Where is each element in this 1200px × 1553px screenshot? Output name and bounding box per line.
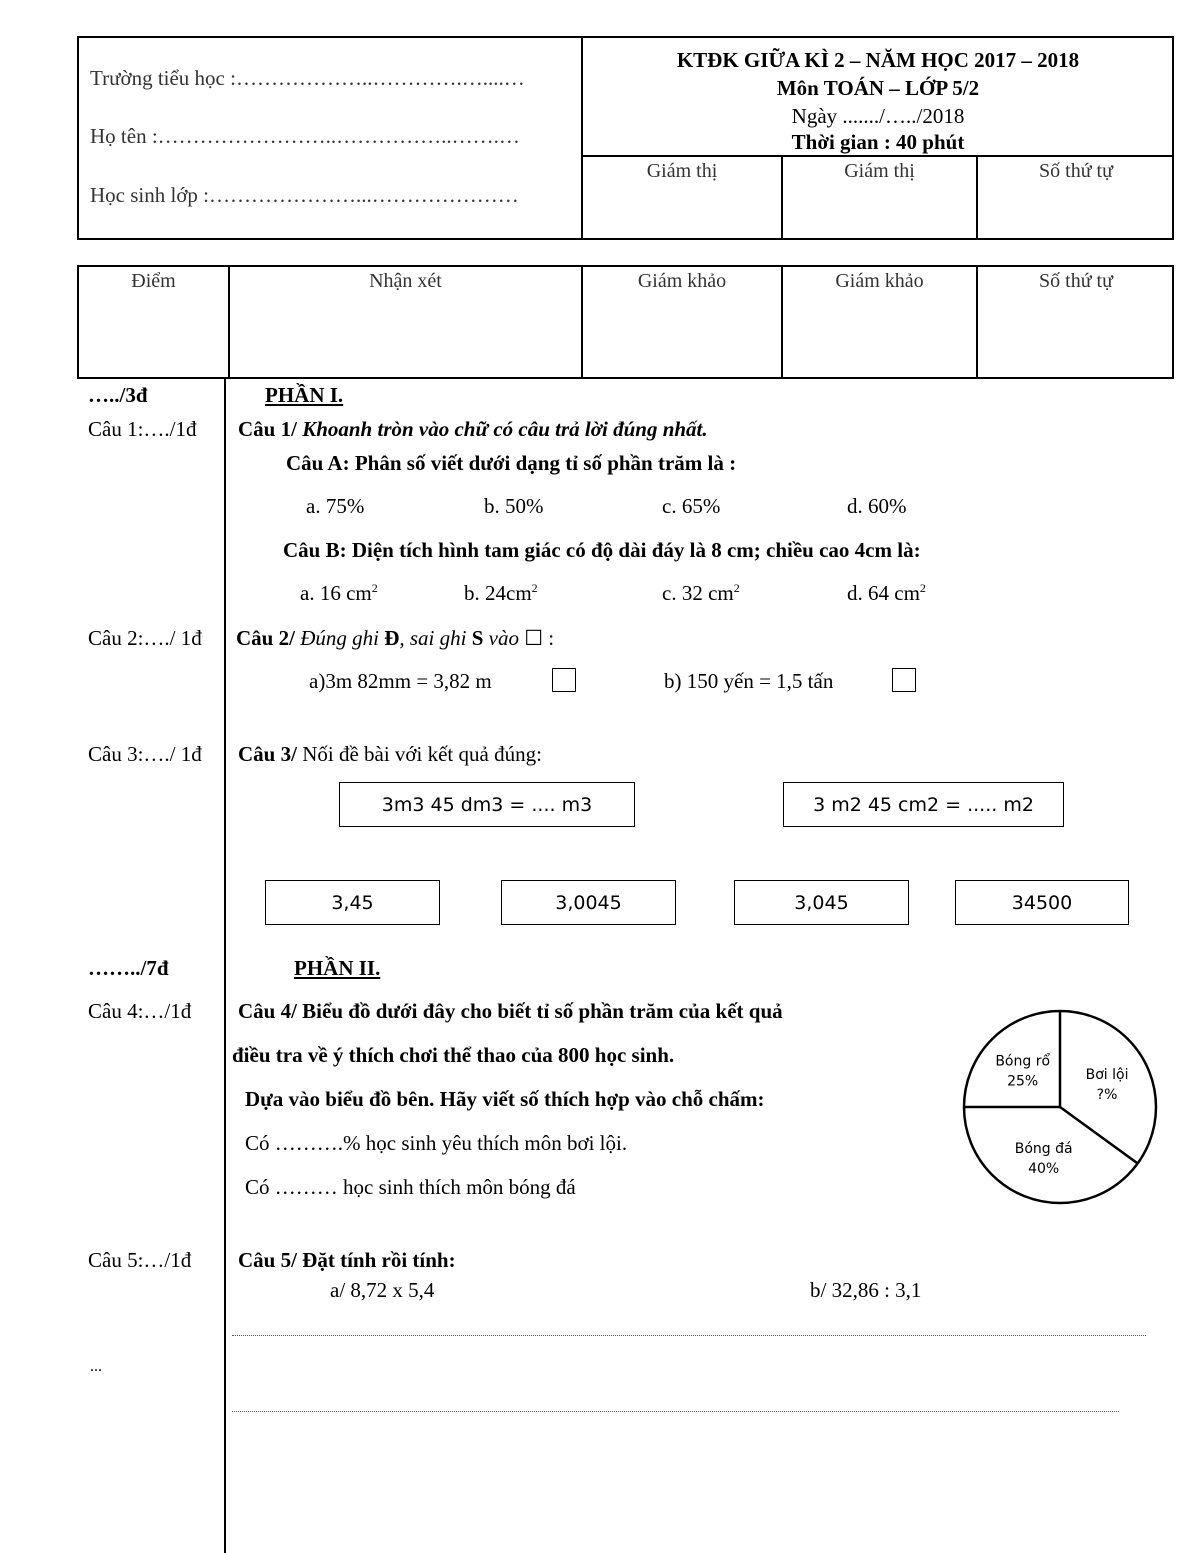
- q3-prompt-right[interactable]: 3 m2 45 cm2 = ..... m2: [783, 782, 1064, 827]
- exam-title: KTĐK GIỮA KÌ 2 – NĂM HỌC 2017 – 2018: [676, 48, 1080, 72]
- margin-dots: ...: [90, 1358, 102, 1375]
- q2-prefix: Câu 2/: [236, 626, 295, 650]
- qb-option-c-value: c. 32 cm: [662, 581, 734, 605]
- q3-margin-score: Câu 3:…./ 1đ: [88, 742, 202, 766]
- q4-line-5[interactable]: Có ……… học sinh thích môn bóng đá: [245, 1175, 576, 1199]
- pie-slice-percent: 25%: [1007, 1073, 1039, 1090]
- q3-prompt-left[interactable]: 3m3 45 dm3 = .... m3: [339, 782, 635, 827]
- q4-margin-score: Câu 4:…/1đ: [88, 999, 192, 1023]
- q2-title: [236, 626, 554, 651]
- q3-answer-1[interactable]: 3,45: [265, 880, 440, 925]
- q3-text: Nối đề bài với kết quả đúng:: [302, 742, 542, 766]
- examiner-2-label: Giám khảo: [835, 270, 924, 292]
- q2-d-letter: Đ: [384, 626, 400, 650]
- exam-subject: Môn TOÁN – LỚP 5/2: [776, 76, 980, 100]
- qb-option-b-exp: 2: [531, 581, 538, 595]
- part1-heading: PHẦN I.: [265, 383, 344, 407]
- proctor-1-label: Giám thị: [646, 160, 718, 182]
- q5-problem-b: b/ 32,86 : 3,1: [810, 1278, 922, 1302]
- pie-slice-percent: ?%: [1096, 1087, 1118, 1104]
- qb-option-a-value: a. 16 cm: [300, 581, 372, 605]
- q2-statement-a: a)3m 82mm = 3,82 m: [309, 669, 492, 693]
- q2-answer-box-a[interactable]: [552, 668, 576, 692]
- q3-answer-3[interactable]: 3,045: [734, 880, 909, 925]
- margin-rule: [224, 379, 226, 1553]
- part2-score: ……../7đ: [88, 956, 169, 980]
- qb-option-b[interactable]: [464, 581, 538, 606]
- pie-slice-label: Bóng đá: [1014, 1141, 1073, 1158]
- q3-prefix: Câu 3/: [238, 742, 297, 766]
- q2-margin-score: Câu 2:…./ 1đ: [88, 626, 202, 650]
- header-row-divider: [581, 155, 1174, 157]
- qa-option-a[interactable]: a. 75%: [306, 494, 365, 518]
- q5-margin-score: Câu 5:…/1đ: [88, 1248, 192, 1272]
- pie-slice-label: Bơi lội: [1085, 1067, 1129, 1084]
- q1-margin-score: Câu 1:…./1đ: [88, 417, 197, 441]
- qa-option-d[interactable]: d. 60%: [847, 494, 907, 518]
- q4-line-3: Dựa vào biểu đồ bên. Hãy viết số thích hợp vào chỗ chấm:: [245, 1087, 765, 1111]
- q1-instruction: Khoanh tròn vào chữ có câu trả lời đúng nhất.: [302, 417, 708, 441]
- q3-answer-2[interactable]: 3,0045: [501, 880, 676, 925]
- q5-problem-a: a/ 8,72 x 5,4: [330, 1278, 435, 1302]
- q2-instr-2: , sai ghi: [399, 626, 467, 650]
- serial-1-label: Số thứ tự: [1039, 160, 1113, 182]
- q4-line-4[interactable]: Có ……….% học sinh yêu thích môn bơi lội.: [245, 1131, 628, 1155]
- qb-option-b-value: b. 24cm: [464, 581, 532, 605]
- part2-heading: PHẦN II.: [294, 956, 381, 980]
- part1-score: …../3đ: [88, 383, 148, 407]
- q1-title: [238, 417, 708, 442]
- qb-option-a[interactable]: [300, 581, 378, 606]
- q3-answer-4[interactable]: 34500: [955, 880, 1129, 925]
- q2-tail: ☐ :: [524, 626, 555, 650]
- exam-date: Ngày ......./…../2018: [791, 104, 965, 128]
- qb-option-c-exp: 2: [733, 581, 740, 595]
- qb-option-a-exp: 2: [371, 581, 378, 595]
- q2-instr-1: Đúng ghi: [300, 626, 379, 650]
- q2-statement-b: b) 150 yến = 1,5 tấn: [664, 669, 834, 693]
- school-field[interactable]: Trường tiểu học :………………..………….…....…: [90, 66, 525, 90]
- qb-option-d-exp: 2: [919, 581, 926, 595]
- pie-slice-label: Bóng rổ: [995, 1053, 1051, 1070]
- answer-line-2[interactable]: [232, 1411, 1119, 1412]
- qa-option-c[interactable]: c. 65%: [662, 494, 721, 518]
- comment-label: Nhận xét: [369, 270, 442, 292]
- sports-pie-chart: [955, 1005, 1165, 1215]
- q2-answer-box-b[interactable]: [892, 668, 916, 692]
- class-field[interactable]: Học sinh lớp :…………………...…………………: [90, 183, 519, 207]
- q2-s-letter: S: [471, 626, 484, 650]
- qb-option-d[interactable]: [847, 581, 926, 606]
- q3-title: [238, 742, 542, 767]
- qb-option-c[interactable]: [662, 581, 740, 606]
- q4-line-1: Câu 4/ Biểu đồ dưới đây cho biết tỉ số phần trăm của kết quả: [238, 999, 783, 1023]
- q1-prefix: Câu 1/: [238, 417, 297, 441]
- answer-line-1[interactable]: [232, 1335, 1146, 1336]
- score-label: Điểm: [131, 270, 176, 292]
- examiner-1-label: Giám khảo: [637, 270, 727, 292]
- qb-text: Câu B: Diện tích hình tam giác có độ dài đáy là 8 cm; chiều cao 4cm là:: [283, 538, 921, 562]
- serial-2-label: Số thứ tự: [1039, 270, 1113, 292]
- qb-option-d-value: d. 64 cm: [847, 581, 920, 605]
- q2-instr-3: vào: [488, 626, 519, 650]
- q4-line-2: điều tra về ý thích chơi thể thao của 800 học sinh.: [232, 1043, 675, 1067]
- pie-slice-percent: 40%: [1028, 1161, 1060, 1178]
- qa-text: Câu A: Phân số viết dưới dạng tỉ số phần trăm là :: [286, 451, 737, 475]
- proctor-2-label: Giám thị: [844, 160, 915, 182]
- q5-heading: Câu 5/ Đặt tính rồi tính:: [238, 1248, 456, 1272]
- name-field[interactable]: Họ tên :……………………..……………..…….…: [90, 124, 520, 148]
- qa-option-b[interactable]: b. 50%: [484, 494, 544, 518]
- exam-duration: Thời gian : 40 phút: [791, 130, 965, 154]
